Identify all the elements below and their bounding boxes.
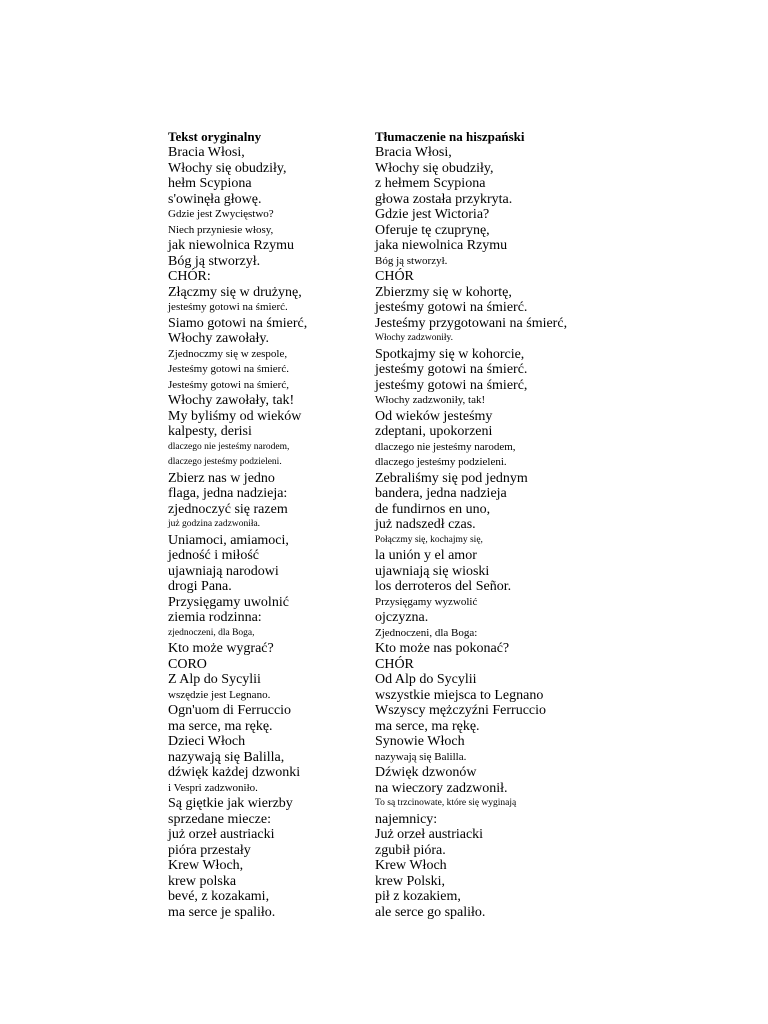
poem-line: już nadszedł czas.	[375, 517, 476, 532]
poem-line: krew Polski,	[375, 873, 445, 889]
poem-line: Kto może nas pokonać?	[375, 641, 510, 656]
poem-line: To są trzcinowate, które się wyginają	[375, 798, 517, 808]
poem-line: Uniamoci, amiamoci,	[168, 532, 289, 548]
poem-line: Niech przyniesie włosy,	[168, 223, 274, 236]
poem-line: jedność i miłość	[168, 548, 259, 563]
poem-line: hełm Scypiona	[168, 176, 252, 191]
poem-line: dlaczego jesteśmy podzieleni.	[168, 457, 282, 467]
poem-line: nazywają się Balilla.	[375, 750, 467, 763]
poem-line: ujawniają narodowi	[168, 563, 279, 579]
poem-line: Włochy się obudziły,	[168, 160, 287, 176]
poem-line: los derroteros del Señor.	[375, 579, 512, 594]
poem-line: Z Alp do Sycylii	[168, 672, 261, 687]
poem-line: najemnicy:	[375, 811, 438, 827]
poem-line: My byliśmy od wieków	[168, 408, 302, 424]
poem-line: Ogn'uom di Ferruccio	[168, 703, 292, 718]
poem-line: Oferuje tę czuprynę,	[375, 222, 490, 238]
poem-line: i Vespri zadzwoniło.	[168, 781, 258, 794]
poem-line: Bóg ją stworzył.	[168, 253, 261, 269]
poem-line: Dzieci Włoch	[168, 734, 246, 749]
poem-line: Synowie Włoch	[375, 734, 465, 749]
poem-line: wszędzie jest Legnano.	[168, 688, 271, 701]
poem-line: kalpesty, derisi	[168, 424, 252, 439]
poem-line: jesteśmy gotowi na śmierć.	[375, 362, 528, 377]
poem-line: Złączmy się w drużynę,	[168, 284, 302, 300]
poem-line: ale serce go spaliło.	[375, 904, 486, 920]
poem-line: z hełmem Scypiona	[375, 176, 486, 191]
column-heading: Tekst oryginalny	[168, 129, 262, 144]
poem-line: zgubił pióra.	[375, 842, 446, 858]
poem-line: jesteśmy gotowi na śmierć,	[375, 377, 528, 393]
poem-line: de fundirnos en uno,	[375, 501, 491, 517]
poem-line: wszystkie miejsca to Legnano	[375, 687, 544, 703]
poem-line: Kto może wygrać?	[168, 641, 274, 656]
poem-line: Spotkajmy się w kohorcie,	[375, 346, 525, 362]
poem-line: głowa została przykryta.	[375, 191, 513, 207]
poem-line: zjednoczeni, dla Boga,	[168, 627, 255, 638]
poem-line: pił z kozakiem,	[375, 889, 461, 904]
translation-column	[375, 129, 585, 920]
poem-line: krew polska	[168, 873, 237, 889]
poem-line: dlaczego jesteśmy podzieleni.	[375, 456, 507, 468]
poem-line: nazywają się Balilla,	[168, 749, 285, 765]
poem-line: Przysięgamy uwolnić	[168, 594, 289, 610]
poem-line: flaga, jedna nadzieja:	[168, 486, 288, 501]
poem-line: Gdzie jest Zwycięstwo?	[168, 208, 274, 220]
poem-line: la unión y el amor	[375, 548, 477, 563]
poem-line: Zbierz nas w jedno	[168, 470, 275, 486]
original-text-column	[168, 129, 358, 920]
poem-line: sprzedane miecze:	[168, 811, 271, 827]
poem-line: Włochy zadzwoniły, tak!	[375, 394, 486, 406]
poem-line: jesteśmy gotowi na śmierć.	[375, 300, 528, 315]
poem-line: dlaczego nie jesteśmy narodem,	[168, 441, 290, 452]
poem-line: Od Alp do Sycylii	[375, 672, 477, 687]
poem-line: jaka niewolnica Rzymu	[375, 238, 508, 253]
poem-line: Są giętkie jak wierzby	[168, 796, 293, 811]
poem-line: dlaczego nie jesteśmy narodem,	[375, 440, 516, 453]
poem-line: Dźwięk dzwonów	[375, 765, 477, 780]
poem-line: CHÓR:	[168, 269, 211, 284]
poem-line: już orzeł austriacki	[168, 827, 275, 842]
poem-line: pióra przestały	[168, 842, 251, 858]
poem-line: dźwięk każdej dzwonki	[168, 765, 301, 780]
poem-line: na wieczory zadzwonił.	[375, 780, 508, 796]
poem-line: ma serce, ma rękę.	[375, 718, 480, 734]
poem-line: Bóg ją stworzył.	[375, 254, 448, 267]
poem-line: jak niewolnica Rzymu	[168, 238, 294, 253]
poem-line: Krew Włoch	[375, 858, 447, 873]
poem-line: CHÓR	[375, 656, 414, 672]
poem-line: Zebraliśmy się pod jednym	[375, 470, 528, 486]
poem-line: CORO	[168, 656, 207, 672]
poem-line: Przysięgamy wyzwolić	[375, 595, 478, 608]
poem-line: ziemia rodzinna:	[168, 610, 262, 625]
poem-line: Jesteśmy gotowi na śmierć,	[168, 378, 289, 391]
poem-line: bandera, jedna nadzieja	[375, 486, 507, 501]
poem-line: zdeptani, upokorzeni	[375, 424, 493, 439]
poem-line: Bracia Włosi,	[375, 145, 452, 160]
poem-line: Jesteśmy przygotowani na śmierć,	[375, 315, 568, 331]
poem-line: s'owinęła głowę.	[168, 191, 262, 207]
poem-line: Gdzie jest Wictoria?	[375, 207, 490, 222]
poem-line: Bracia Włosi,	[168, 145, 245, 160]
poem-line: Krew Włoch,	[168, 858, 244, 873]
poem-line: Włochy zawołały.	[168, 331, 269, 346]
poem-line: Wszyscy mężczyźni Ferruccio	[375, 703, 547, 718]
poem-line: Włochy zadzwoniły.	[375, 333, 453, 343]
poem-line: ojczyzna.	[375, 610, 429, 625]
poem-line: Zjednoczeni, dla Boga:	[375, 626, 478, 639]
poem-line: bevé, z kozakami,	[168, 889, 270, 904]
poem-line: Zbierzmy się w kohortę,	[375, 284, 512, 300]
poem-line: jesteśmy gotowi na śmierć.	[168, 301, 288, 313]
poem-line: Siamo gotowi na śmierć,	[168, 315, 308, 331]
poem-line: ma serce, ma rękę.	[168, 718, 273, 734]
poem-line: Od wieków jesteśmy	[375, 408, 493, 424]
poem-line: Jesteśmy gotowi na śmierć.	[168, 363, 289, 375]
poem-line: ujawniają się wioski	[375, 563, 490, 579]
poem-line: zjednoczyć się razem	[168, 501, 288, 517]
poem-line: Włochy zawołały, tak!	[168, 393, 295, 408]
poem-line: Włochy się obudziły,	[375, 160, 494, 176]
column-heading: Tłumaczenie na hiszpański	[375, 129, 525, 144]
poem-line: Już orzeł austriacki	[375, 827, 484, 842]
poem-line: CHÓR	[375, 269, 414, 284]
poem-line: już godzina zadzwoniła.	[168, 519, 261, 529]
poem-line: Zjednoczmy się w zespole,	[168, 347, 288, 360]
poem-line: drogi Pana.	[168, 579, 232, 594]
poem-line: ma serce je spaliło.	[168, 904, 276, 920]
poem-line: Połączmy się, kochajmy się,	[375, 534, 483, 545]
